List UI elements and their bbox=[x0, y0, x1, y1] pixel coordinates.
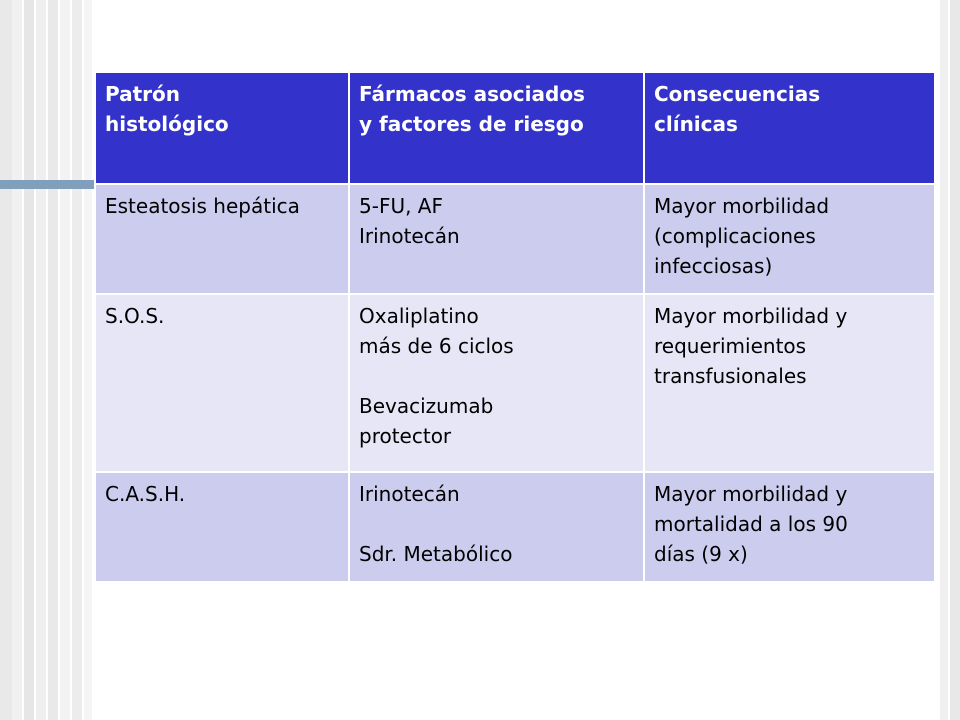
header-clinical-consequences: Consecuencias clínicas bbox=[644, 72, 935, 184]
header-drugs-risk-factors: Fármacos asociados y factores de riesgo bbox=[349, 72, 644, 184]
drug-liver-table bbox=[94, 71, 936, 583]
table-cell: Mayor morbilidad y requerimientos transfusionales bbox=[644, 294, 935, 472]
table-cell: Irinotecán Sdr. Metabólico bbox=[349, 472, 644, 582]
table-cell: Oxaliplatino más de 6 ciclos Bevacizumab protector bbox=[349, 294, 644, 472]
table-cell: S.O.S. bbox=[95, 294, 349, 472]
header-histological-pattern: Patrón histológico bbox=[95, 72, 349, 184]
table-cell: Esteatosis hepática bbox=[95, 184, 349, 294]
table-row bbox=[95, 294, 935, 472]
table-cell: C.A.S.H. bbox=[95, 472, 349, 582]
table-header-row bbox=[95, 72, 935, 184]
table-row bbox=[95, 472, 935, 582]
accent-bar bbox=[0, 180, 96, 189]
table-cell: 5-FU, AF Irinotecán bbox=[349, 184, 644, 294]
table-row bbox=[95, 184, 935, 294]
table-cell: Mayor morbilidad y mortalidad a los 90 días (9 x) bbox=[644, 472, 935, 582]
table-cell: Mayor morbilidad (complicaciones infecciosas) bbox=[644, 184, 935, 294]
